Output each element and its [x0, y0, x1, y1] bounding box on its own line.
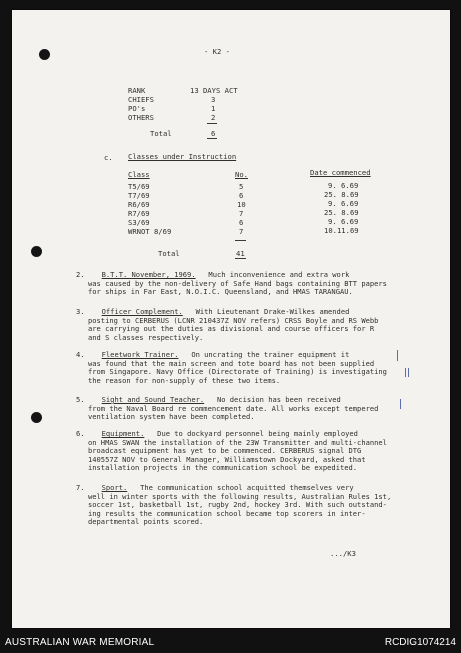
paragraph-heading: Officer Complement. [101, 307, 183, 316]
paragraph-line: broadcast equipment has yet to be commenced. CERBERUS signal DTG [88, 446, 362, 456]
class-name: T7/69 [128, 191, 150, 200]
paragraph-line: Due to dockyard personnel being mainly employed [157, 429, 358, 438]
paragraph-line: posting to CERBERUS (LCNR 210437Z NOV refers) CRSS Boyle and RS Webb [88, 315, 379, 325]
paragraph-line: No decision has been received [216, 395, 341, 404]
paragraph-line: ing results the communication school became top scorers in inter- [88, 508, 366, 518]
rank-header-label: RANK [128, 86, 146, 95]
rank-header-days: 13 DAYS ACT [190, 86, 238, 95]
footer-institution: AUSTRALIAN WAR MEMORIAL [5, 637, 155, 648]
margin-mark [400, 399, 401, 409]
paragraph-line: and S classes respectively. [88, 332, 204, 342]
paragraph-line: departmental points scored. [88, 517, 204, 527]
paragraph-number: 3. [76, 307, 85, 316]
class-count: 7 [239, 227, 244, 236]
classes-total-rule [235, 240, 246, 241]
rank-total-value: 6 [211, 129, 216, 138]
paragraph-line: With Lieutenant Drake-Wilkes amended [195, 307, 350, 316]
continuation-marker [330, 549, 356, 558]
paragraph-heading: B.T.T. November, 1969. [101, 270, 196, 279]
paragraph-2 [76, 271, 396, 297]
classes-title: Classes under Instruction [128, 152, 237, 161]
rank-total-rule-bottom [207, 138, 217, 139]
paragraph-line: The communication school acquitted themselves very [140, 483, 354, 492]
paragraph-line: soccer 1st, basketball 1st, rugby 2nd, hockey 3rd. With such outstand- [88, 500, 387, 510]
rank-row-value: 1 [211, 104, 216, 113]
rank-row-value: 3 [211, 95, 216, 104]
class-count: 6 [239, 191, 244, 200]
class-date: 25. 8.69 [324, 208, 359, 217]
paragraph-number: 2. [76, 270, 85, 279]
paragraph-line: was caused by the non-delivery of Safe Hand bags containing BTT papers [88, 278, 387, 288]
rank-row-label: CHIEFS [128, 95, 154, 104]
class-count: 5 [239, 182, 244, 191]
paragraph-line: from Singapore. Navy Office (Directorate of Training) is investigating [88, 367, 387, 377]
paragraph-number: 7. [76, 483, 85, 492]
rank-total-rule [207, 123, 217, 124]
paragraph-7 [76, 484, 396, 527]
class-name: S3/69 [128, 218, 150, 227]
page-number: - K2 - [204, 47, 230, 56]
paragraph-3 [76, 308, 396, 342]
class-count: 10 [237, 200, 246, 209]
paragraph-heading: Sight and Sound Teacher. [101, 395, 205, 404]
paragraph-6 [76, 430, 396, 473]
class-date: 25. 8.69 [324, 190, 359, 199]
paragraph-line: Much inconvenience and extra work [208, 270, 350, 279]
rank-total-label: Total [150, 129, 172, 138]
classes-total-value: 41 [236, 249, 245, 258]
margin-mark [397, 350, 398, 361]
class-date: 10.11.69 [324, 226, 359, 235]
paragraph-line: are carrying out the duties as divisional and course officers for R [88, 324, 375, 334]
footer-record-id: RCDIG1074214 [384, 637, 456, 648]
paragraph-line: from the Naval Board re commencement date. All works except tempered [88, 403, 379, 413]
paragraph-line: the reason for non-supply of these two items. [88, 375, 281, 385]
paragraph-heading: Fleetwork Trainer. [101, 350, 179, 359]
class-date: 9. 6.69 [328, 199, 359, 208]
class-count: 7 [239, 209, 244, 218]
punch-hole-top [39, 49, 50, 60]
paragraph-line: On uncrating the trainer equipment it [191, 350, 350, 359]
rank-row-label: OTHERS [128, 113, 154, 122]
paragraph-line: on HMAS SWAN the installation of the 23W Transmitter and multi-channel [88, 437, 387, 447]
class-name: R7/69 [128, 209, 150, 218]
punch-hole-bottom [31, 412, 42, 423]
classes-header-class: Class [128, 170, 150, 179]
class-date: 9. 6.69 [328, 181, 359, 190]
paragraph-number: 6. [76, 429, 85, 438]
classes-total-label: Total [158, 249, 180, 258]
margin-mark [408, 368, 409, 377]
section-marker: c. [104, 153, 113, 162]
class-count: 6 [239, 218, 244, 227]
paragraph-line: installation projects in the communication school be expedited. [88, 463, 358, 473]
paragraph-heading: Sport. [101, 483, 128, 492]
paragraph-4 [76, 351, 396, 385]
paragraph-line: was found that the main screen and tote board has not been supplied [88, 358, 375, 368]
paragraph-5 [76, 396, 396, 422]
margin-mark [405, 368, 406, 377]
paragraph-line: ventilation system have been completed. [88, 412, 255, 422]
punch-hole-middle [31, 246, 42, 257]
class-date: 9. 6.69 [328, 217, 359, 226]
class-name: R6/69 [128, 200, 150, 209]
continuation-dots: ... [330, 549, 343, 558]
rank-row-value: 2 [211, 113, 216, 122]
paragraph-line: well in winter sports with the following results, Australian Rules 1st, [88, 491, 392, 501]
classes-total-rule-bottom [235, 258, 246, 259]
paragraph-heading: Equipment. [101, 429, 145, 438]
paragraph-number: 4. [76, 350, 85, 359]
paragraph-line: for ships in Far East, N.O.I.C. Queensland, and HMAS TARANGAU. [88, 287, 353, 297]
paragraph-line: 140557Z NOV to General Manager, Williamstown Dockyard, asked that [88, 454, 366, 464]
class-name: T5/69 [128, 182, 150, 191]
paragraph-number: 5. [76, 395, 85, 404]
archive-footer [0, 633, 461, 653]
class-name: WRNOT 8/69 [128, 227, 172, 236]
classes-header-no: No. [235, 170, 248, 179]
classes-header-date: Date commenced [310, 168, 371, 177]
rank-row-label: PO's [128, 104, 146, 113]
continuation-ref: /K3 [342, 549, 356, 558]
